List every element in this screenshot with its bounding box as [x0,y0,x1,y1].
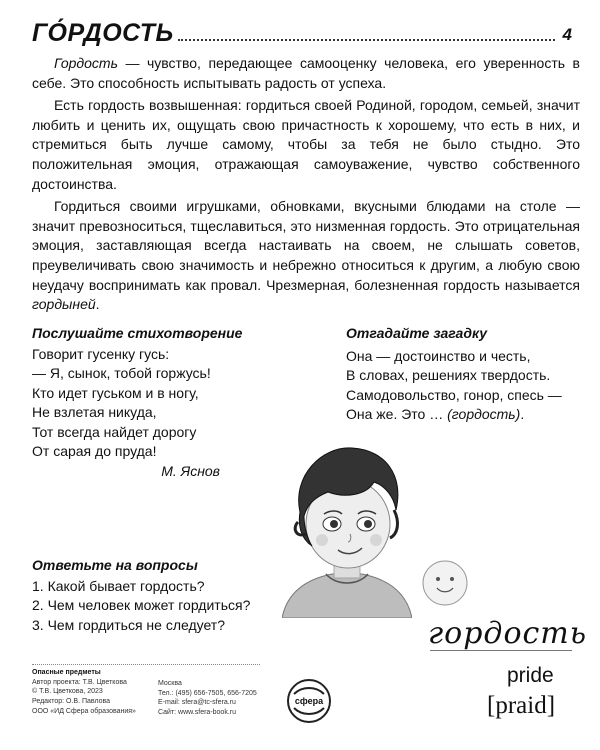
term-pride: Гордость [54,55,118,71]
poem-section [32,324,312,481]
page-title: ГО́РДОСТЬ [32,19,174,47]
intro-paragraph-2: Есть гордость возвышенная: гордиться своей Родиной, городом, семьей, значит любить и ценить их, ощущать свою причастность к хорошему, что есть в них, и стремиться быть лучше самому, чтобы за тебя не было стыдно. Это положительная эмоция, отражающая самоуважение, чувство собственного достоинства. [32,97,580,192]
riddle-last-line [346,405,586,425]
term-arrogance: гордыней [32,296,96,313]
contact-line: Сайт: www.sfera-book.ru [158,709,236,717]
page-number: 4 [562,25,572,44]
intro-p3-end: . [95,296,100,313]
contact-line: Тел.: (495) 656-7505, 656-7205 [158,689,257,697]
imprint-line: Автор проекта: Т.В. Цветкова [32,678,127,686]
poem-line: Говорит гусенку гусь: [32,345,170,362]
imprint-line: ООО «ИД Сфера образования» [32,707,136,715]
contacts-block [158,679,257,718]
poem-line: Тот всегда найдет дорогу [32,423,197,440]
intro-paragraph-3 [32,197,580,315]
questions-heading: Ответьте на вопросы [32,557,198,573]
poem-line: — Я, сынок, тобой горжусь! [32,365,211,381]
riddle-line: Самодовольство, гонор, спесь — [346,386,562,403]
vocab-transcription: [praid] [487,692,556,719]
poem-line: От сарая до пруда! [32,443,157,459]
contact-line: Москва [158,680,182,687]
footer-divider [32,664,260,665]
riddle-last-text: Она же. Это … [346,406,448,422]
poem-heading: Послушайте стихотворение [32,325,243,341]
imprint-line: © Т.В. Цветкова, 2023 [32,688,103,696]
riddle-section [346,324,586,425]
page-header [32,14,572,48]
question-item: 2. Чем человек может гордиться? [32,597,251,613]
publisher-logo-text: сфера [294,696,324,706]
vocab-russian-word: гордость [428,616,588,651]
publisher-logo [286,678,332,724]
imprint-series: Опасные предметы [32,669,101,676]
imprint-line: Редактор: О.В. Павлова [32,698,111,706]
girl-face-illustration [282,438,412,618]
vocab-underline [430,650,572,651]
riddle-answer: (гордость) [447,406,521,422]
contact-line: E-mail: sfera@tc-sfera.ru [158,699,236,707]
intro-text [32,54,580,318]
intro-p1-text: — чувство, передающее самооценку человека, его уверенность в себе. Это способность испытывать радость от успеха. [32,55,580,91]
poem-author: М. Яснов [161,462,220,479]
smiling-ball-illustration [420,558,470,608]
poem-line: Не взлетая никуда, [32,404,157,420]
riddle-line: В словах, решениях твердость. [346,367,551,383]
question-item: 3. Чем гордиться не следует? [32,616,225,633]
vocab-english-word: pride [507,664,554,687]
question-item: 1. Какой бывает гордость? [32,577,205,594]
riddle-heading: Отгадайте загадку [346,325,488,341]
intro-p3-text: Гордиться своими игрушками, обновками, вкусными блюдами на столе — значит превозноситься, тщеславиться, это низменная гордость. Это отрицательная эмоция, заставляющая всегда настаивать на своем, не слышать советов, преувеличивать свою значимость и небрежно относиться к другим, а любую свою неудачу воспринимать как провал. Чрезмерная, болезненная гордость называется [32,198,580,293]
poem-line: Кто идет гуськом и в ногу, [32,384,199,401]
imprint-block [32,668,136,717]
intro-paragraph-1 [32,54,580,93]
questions-section [32,556,292,635]
title-dot-leader [178,38,555,41]
riddle-line: Она — достоинство и честь, [346,347,531,364]
riddle-answer-end: . [520,406,525,422]
